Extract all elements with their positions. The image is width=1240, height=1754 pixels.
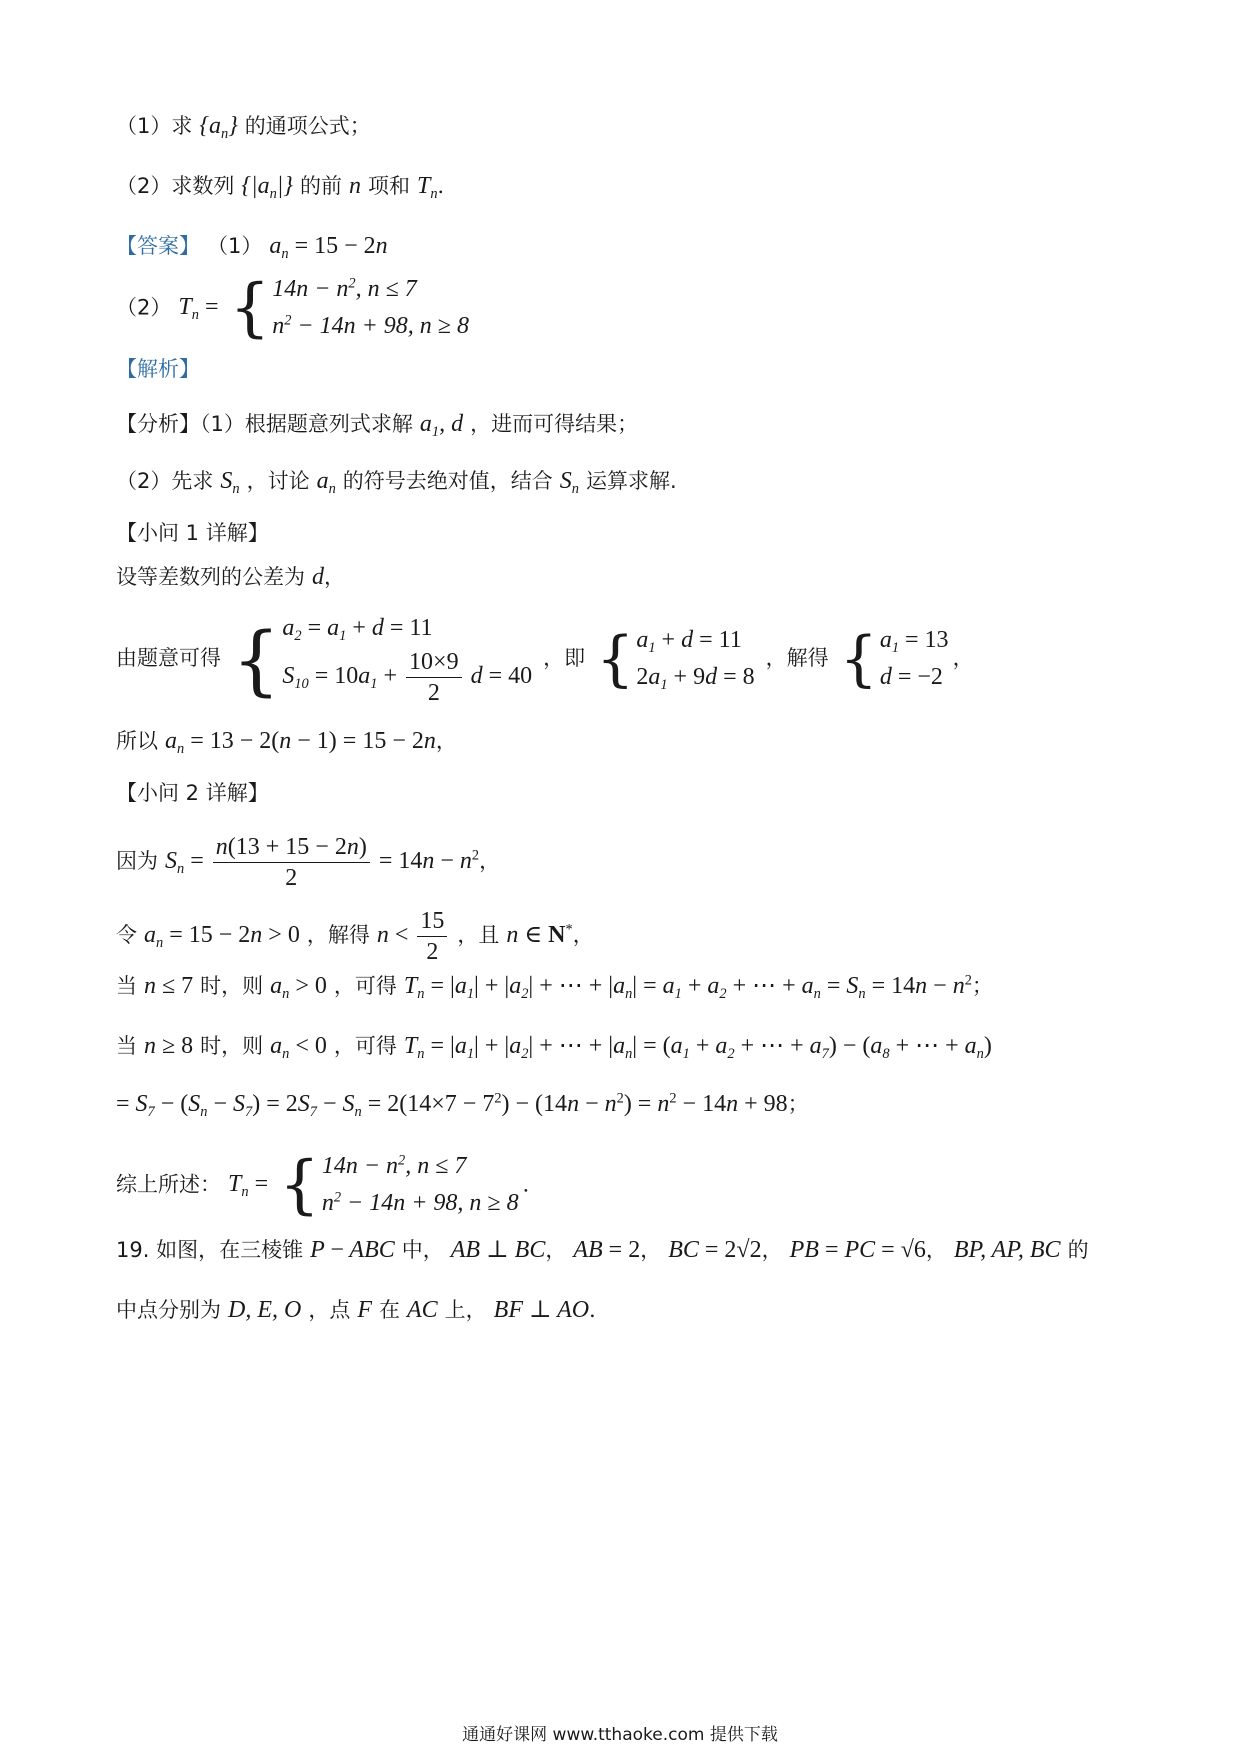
- comma: ，: [640, 1238, 662, 1262]
- math-Sn: $S_n$: [220, 468, 240, 498]
- comma: ，: [435, 729, 457, 753]
- piecewise-Tn: { $14n - n^2$, n ≤ 7 $n^2 - 14n + 98$, n ≥ 8: [229, 271, 469, 345]
- question-2-text-a: 的前: [299, 174, 342, 198]
- problem-19-line2: [116, 1296, 610, 1325]
- problem19-line2-b: ，点: [308, 1298, 351, 1322]
- sub1-line2-mid: ，即: [543, 646, 586, 671]
- when-label-2: 当: [116, 1034, 137, 1058]
- sub1-line3-prefix: 所以: [116, 729, 158, 753]
- fenxi-tag: 【分析】: [116, 412, 200, 436]
- math-Sn-2: $S_n$: [559, 468, 579, 498]
- math-P-ABC: P − ABC: [310, 1237, 395, 1263]
- comma: ，: [324, 565, 345, 589]
- analysis-1: [116, 410, 638, 441]
- comma: ，: [952, 646, 974, 671]
- math-Tn: $T_n$: [416, 173, 438, 203]
- answer-part1-label: （1）: [207, 234, 263, 258]
- summary-label: 综上所述：: [116, 1172, 221, 1197]
- system-2: { $a_1 + d = 11$ $2a_1 + 9d = 8$: [596, 624, 755, 695]
- question-1-label: （1）求: [116, 114, 193, 138]
- comma: ，: [545, 1238, 567, 1262]
- math-seq-an: $\{a_n\}$: [199, 113, 238, 143]
- problem19-b: 中，: [401, 1238, 444, 1262]
- n-in-N: n ∈ N*: [506, 921, 573, 949]
- when-c-2: ，可得: [333, 1034, 397, 1058]
- math-n: n: [348, 173, 361, 199]
- answer-part2-label: （2）: [116, 295, 172, 320]
- math-BP-AP-BC: BP, AP, BC: [953, 1237, 1061, 1263]
- answer-1-formula: $a_n = 15 - 2n$: [269, 233, 388, 263]
- an-gt-0: $a_n > 0$: [270, 973, 327, 1003]
- fenxi-2c: 的符号去绝对值，结合: [342, 469, 553, 493]
- sub1-line2-mid2: ，解得: [765, 646, 829, 671]
- semicolon: ；: [971, 974, 993, 998]
- case-le7: [116, 972, 993, 1003]
- math-F: F: [357, 1297, 372, 1323]
- sub1-line1: [116, 563, 345, 592]
- case-ge8: [116, 1032, 992, 1063]
- Tn-sum-3: = $S_7 - (S_n - S_7) = 2S_7 - S_n = 2(14\times 7 - 7^2) - (14n - n^2) = n^2 - 14n + 98$: [116, 1090, 788, 1121]
- answer-line-1: [116, 232, 388, 263]
- n-ge-8: n ≥ 8: [144, 1033, 194, 1059]
- comma: ，: [572, 923, 594, 948]
- sub2-line2-mid: ，解得: [306, 923, 370, 948]
- question-2: [116, 172, 459, 203]
- sub2-line2-mid2: ，且: [457, 923, 500, 948]
- period: ．: [589, 1298, 611, 1322]
- question-2-text-b: 项和: [367, 174, 410, 198]
- system-1: { $a_2 = a_1 + d = 11$ $S_{10} = 10a_1$ + $\frac{10\times 9}{2}$ d = 40: [232, 614, 533, 707]
- sub2-line2-prefix: 令: [116, 923, 137, 948]
- math-PB-PC: PB = PC = √6: [789, 1237, 926, 1263]
- when-label: 当: [116, 974, 137, 998]
- fenxi-1a: （1）根据题意列式求解: [200, 412, 413, 436]
- question-1: [116, 112, 371, 143]
- sub1-line3: [116, 727, 457, 758]
- comma: ，: [479, 849, 501, 874]
- question-1-text: 的通项公式；: [244, 114, 371, 138]
- math-d: d: [312, 564, 324, 590]
- ineq-an: $a_n = 15 - 2n > 0$: [144, 922, 300, 952]
- fenxi-2a: （2）先求: [116, 469, 214, 493]
- question-2-label: （2）求数列: [116, 174, 235, 198]
- math-AB-perp-BC: AB ⊥ BC: [450, 1237, 546, 1263]
- math-BF-perp-AO: BF ⊥ AO: [493, 1297, 590, 1323]
- math-AB-eq: AB = 2: [573, 1237, 641, 1263]
- problem19-line2-c: 在: [379, 1298, 400, 1322]
- n-le-7: n ≤ 7: [144, 973, 194, 999]
- comma: ，: [761, 1238, 783, 1262]
- Tn-sum-2: $T_n = |a_1| + |a_2|$ + ⋯ + $|a_n| = (a_1 + a_2$ + ⋯ + $a_7) - (a_8$ + ⋯ + $a_n$): [403, 1033, 992, 1063]
- when-b: 时，则: [200, 974, 264, 998]
- problem19-a: 19. 如图，在三棱锥: [116, 1238, 304, 1262]
- sub2-line1-prefix: 因为: [116, 849, 158, 874]
- math-DEO: D, E, O: [228, 1297, 302, 1323]
- jiexi-tag: 【解析】: [116, 357, 200, 381]
- math-AC: AC: [407, 1297, 438, 1323]
- case-ge8-cont: [116, 1090, 809, 1121]
- sub2-line1: [116, 832, 500, 893]
- answer-2-formula: $T_n$ =: [178, 294, 219, 324]
- system-3: { $a_1 = 13$ d = −2: [839, 624, 949, 695]
- fenxi-2d: 运算求解.: [585, 469, 677, 493]
- fenxi-1b: ，进而可得结果；: [470, 412, 639, 436]
- when-b-2: 时，则: [200, 1034, 264, 1058]
- summary-Tn: $T_n$ =: [228, 1171, 269, 1201]
- sub2-head: 【小问 2 详解】: [116, 781, 269, 805]
- sub1-line1-text: 设等差数列的公差为: [116, 565, 305, 589]
- sub2-line2: [116, 906, 594, 967]
- math-abs-seq: $\{|a_n|\}$: [241, 173, 293, 203]
- answer-tag: 【答案】: [116, 234, 200, 258]
- an-lt-0: $a_n < 0$: [270, 1033, 327, 1063]
- comma: ，: [925, 1238, 947, 1262]
- sub1-line2-prefix: 由题意可得: [116, 646, 221, 671]
- fenxi-2b: ，讨论: [246, 469, 310, 493]
- sub1-line2: [116, 610, 974, 708]
- formula-an: $a_n = 13 - 2(n - 1) = 15 - 2n$: [165, 728, 436, 758]
- when-c: ，可得: [333, 974, 397, 998]
- answer-line-2: [116, 270, 473, 347]
- problem19-c: 的: [1067, 1238, 1089, 1262]
- math-an: $a_n$: [316, 468, 336, 498]
- summary: [116, 1147, 544, 1224]
- math-BC-eq: BC = 2√2: [668, 1237, 762, 1263]
- period: ．: [437, 174, 459, 198]
- math-a1-d: $a_1$, d: [419, 411, 464, 441]
- sub1-head: 【小问 1 详解】: [116, 521, 269, 545]
- formula-Sn: $S_n$ = $\frac{n(13 + 15 - 2n)}{2}$ = $14n - n^2$: [165, 834, 480, 891]
- problem19-line2-a: 中点分别为: [116, 1298, 221, 1322]
- footer-text: 通通好课网 www.tthaoke.com 提供下载: [462, 1725, 778, 1745]
- problem19-line2-d: 上，: [444, 1298, 487, 1322]
- ineq-n: n < $\frac{15}{2}$: [377, 922, 451, 948]
- Tn-sum-1: $T_n = |a_1| + |a_2|$ + ⋯ + $|a_n| = a_1 + a_2$ + ⋯ + $a_n = S_n = 14n - n^2$: [403, 972, 972, 1003]
- analysis-2: [116, 467, 677, 498]
- piecewise-Tn-summary: { $14n - n^2$, n ≤ 7 $n^2 - 14n + 98$, n ≥ 8: [279, 1148, 519, 1222]
- semicolon: ；: [787, 1092, 809, 1116]
- period: ．: [522, 1172, 544, 1197]
- problem-19-line1: [116, 1236, 1089, 1265]
